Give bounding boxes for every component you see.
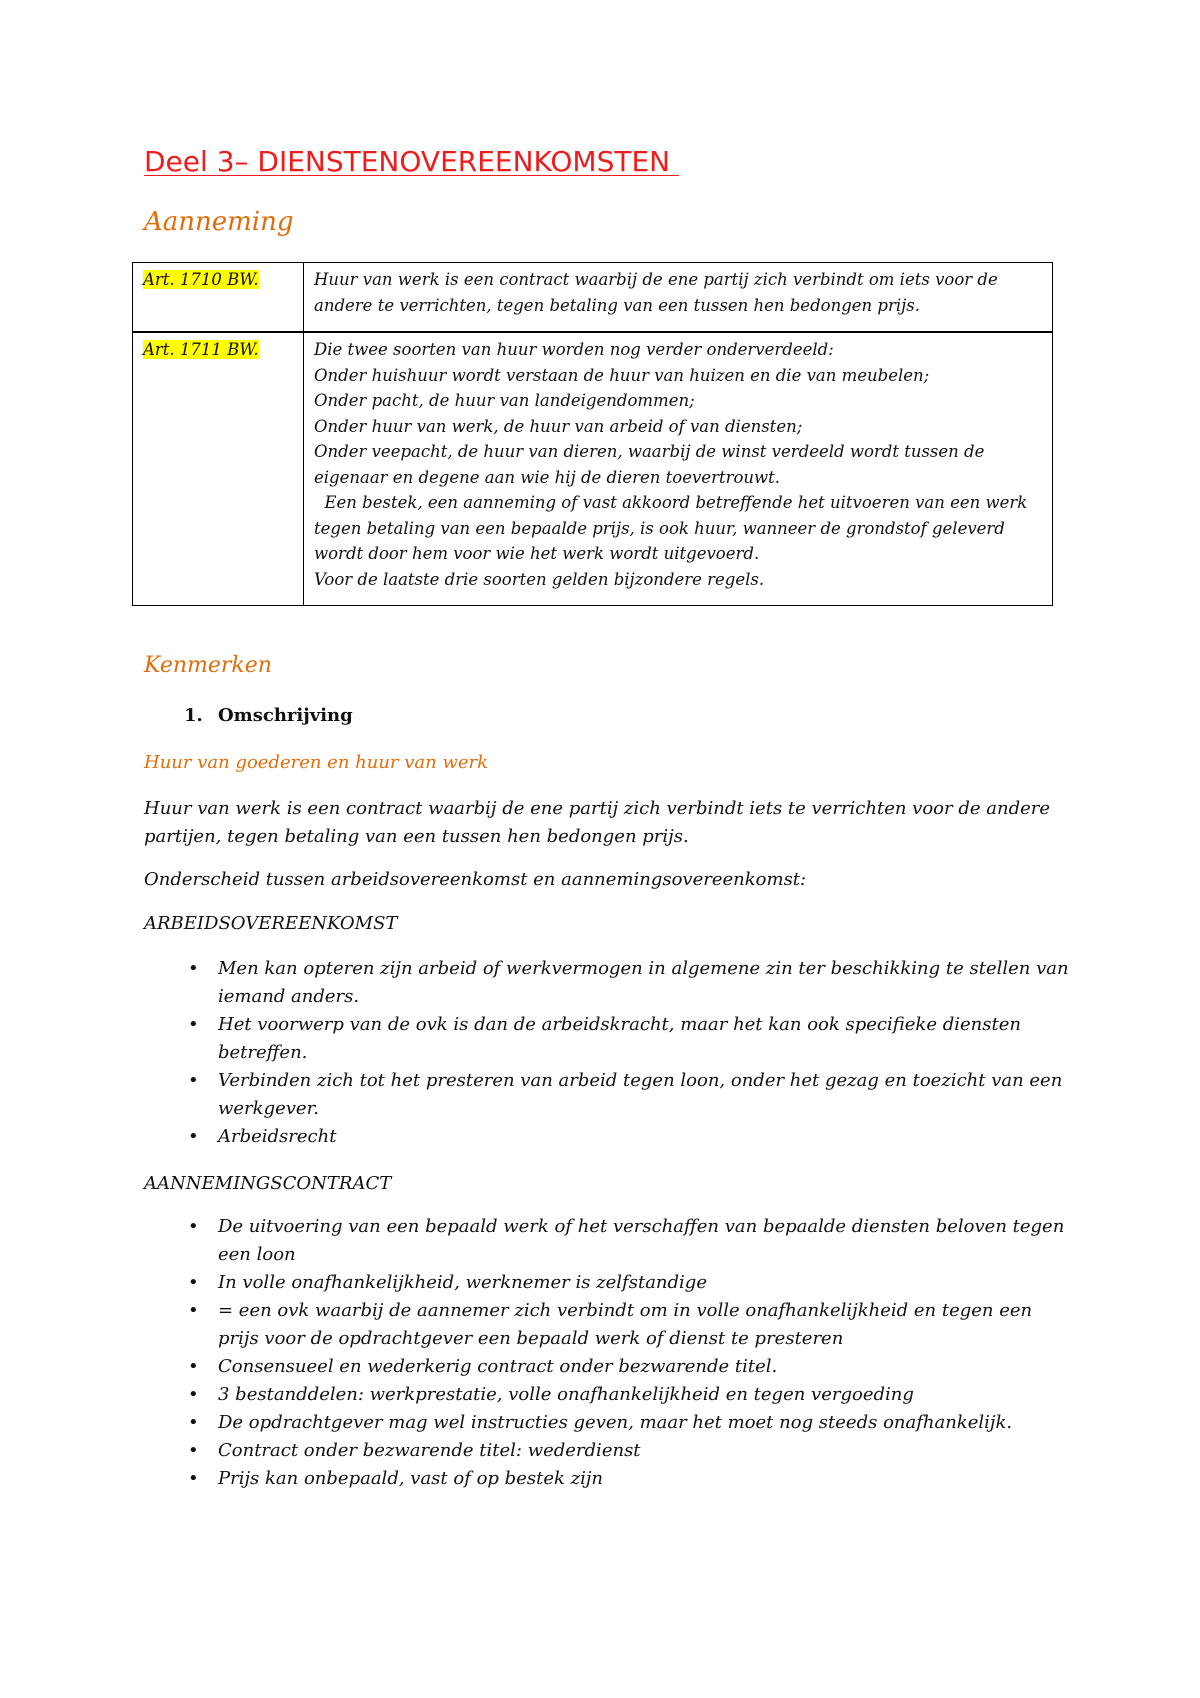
bullet-icon: • (188, 1440, 199, 1461)
article-line: Die twee soorten van huur worden nog verder onderverdeeld: (314, 340, 834, 359)
list-item: • Het voorwerp van de ovk is dan de arbeidskracht, maar het kan ook specifieke diensten betreffen. (190, 1011, 1070, 1067)
article-ref: Art. 1710 BW. (143, 270, 259, 289)
article-line: Onder pacht, de huur van landeigendommen; (314, 391, 695, 410)
page-title: Deel 3– DIENSTENOVEREENKOMSTEN (144, 145, 679, 178)
list-item: • De opdrachtgever mag wel instructies geven, maar het moet nog steeds onafhankelijk. (190, 1409, 1070, 1437)
articles-table (132, 262, 1053, 606)
bullet-icon: • (188, 1412, 199, 1433)
list-item: • Verbinden zich tot het presteren van arbeid tegen loon, onder het gezag en toezicht van een werkgever. (190, 1067, 1070, 1123)
list-item: • Contract onder bezwarende titel: wederdienst (190, 1437, 1070, 1465)
article-text-cell (304, 263, 1053, 333)
arbeid-heading: ARBEIDSOVEREENKOMST (144, 913, 398, 934)
article-ref-cell (133, 263, 304, 333)
bullet-icon: • (188, 1126, 199, 1147)
list-item: • De uitvoering van een bepaald werk of het verschaffen van bepaalde diensten beloven tegen een loon (190, 1213, 1070, 1269)
bullet-icon: • (188, 1272, 199, 1293)
list-item: • = een ovk waarbij de aannemer zich verbindt om in volle onafhankelijkheid en tegen een prijs voor de opdrachtgever een bepaald werk of dienst te presteren (190, 1297, 1070, 1353)
bullet-icon: • (188, 1300, 199, 1321)
list-item: • Men kan opteren zijn arbeid of werkvermogen in algemene zin ter beschikking te stellen van iemand anders. (190, 955, 1070, 1011)
article-text-cell (304, 332, 1053, 606)
aanneming-heading: AANNEMINGSCONTRACT (144, 1173, 392, 1194)
article-row (133, 263, 1053, 333)
article-line: Een bestek, een aanneming of vast akkoord betreffende het uitvoeren van een werk tegen betaling van een bepaalde prijs, is ook huur, wanneer de grondstof geleverd wordt door hem voor wie het werk wordt uitgevoerd. (314, 493, 1033, 563)
bullet-icon: • (188, 958, 199, 979)
bullet-icon: • (188, 1384, 199, 1405)
section-heading-kenmerken: Kenmerken (144, 653, 272, 678)
numbered-heading (184, 705, 353, 726)
section-heading-aanneming: Aanneming (144, 207, 294, 237)
heading-number: 1. (184, 705, 203, 726)
list-item: • 3 bestanddelen: werkprestatie, volle onafhankelijkheid en tegen vergoeding (190, 1381, 1070, 1409)
bullet-icon: • (188, 1468, 199, 1489)
article-row (133, 332, 1053, 606)
article-ref: Art. 1711 BW. (143, 340, 259, 359)
article-line: Onder huur van werk, de huur van arbeid of van diensten; (314, 416, 803, 436)
definition-paragraph: Huur van werk is een contract waarbij de ene partij zich verbindt iets te verrichten voor de andere partijen, tegen betaling van een tussen hen bedongen prijs. (144, 798, 1050, 847)
article-line: Huur van werk is een contract waarbij de ene partij zich verbindt om iets voor de andere te verrichten, tegen betaling van een tussen hen bedongen prijs. (314, 270, 1003, 315)
aanneming-bullet-list (190, 1213, 1070, 1493)
bullet-icon: • (188, 1070, 199, 1091)
arbeid-bullet-list (190, 955, 1070, 1151)
heading-title: Omschrijving (218, 705, 353, 726)
bullet-icon: • (188, 1356, 199, 1377)
list-item: • Arbeidsrecht (190, 1123, 1070, 1151)
article-line: Onder veepacht, de huur van dieren, waarbij de winst verdeeld wordt tussen de eigenaar en degene aan wie hij de dieren toevertrouwt. (314, 442, 990, 487)
article-line: Onder huishuur wordt verstaan de huur van huizen en die van meubelen; (314, 365, 930, 385)
subheading: Huur van goederen en huur van werk (144, 752, 489, 773)
onderscheid-paragraph: Onderscheid tussen arbeidsovereenkomst en aannemingsovereenkomst: (144, 869, 807, 890)
bullet-icon: • (188, 1014, 199, 1035)
list-item: • In volle onafhankelijkheid, werknemer is zelfstandige (190, 1269, 1070, 1297)
list-item: • Prijs kan onbepaald, vast of op bestek zijn (190, 1465, 1070, 1493)
article-line: Voor de laatste drie soorten gelden bijzondere regels. (314, 569, 765, 589)
list-item: • Consensueel en wederkerig contract onder bezwarende titel. (190, 1353, 1070, 1381)
bullet-icon: • (188, 1216, 199, 1237)
article-ref-cell (133, 332, 304, 606)
